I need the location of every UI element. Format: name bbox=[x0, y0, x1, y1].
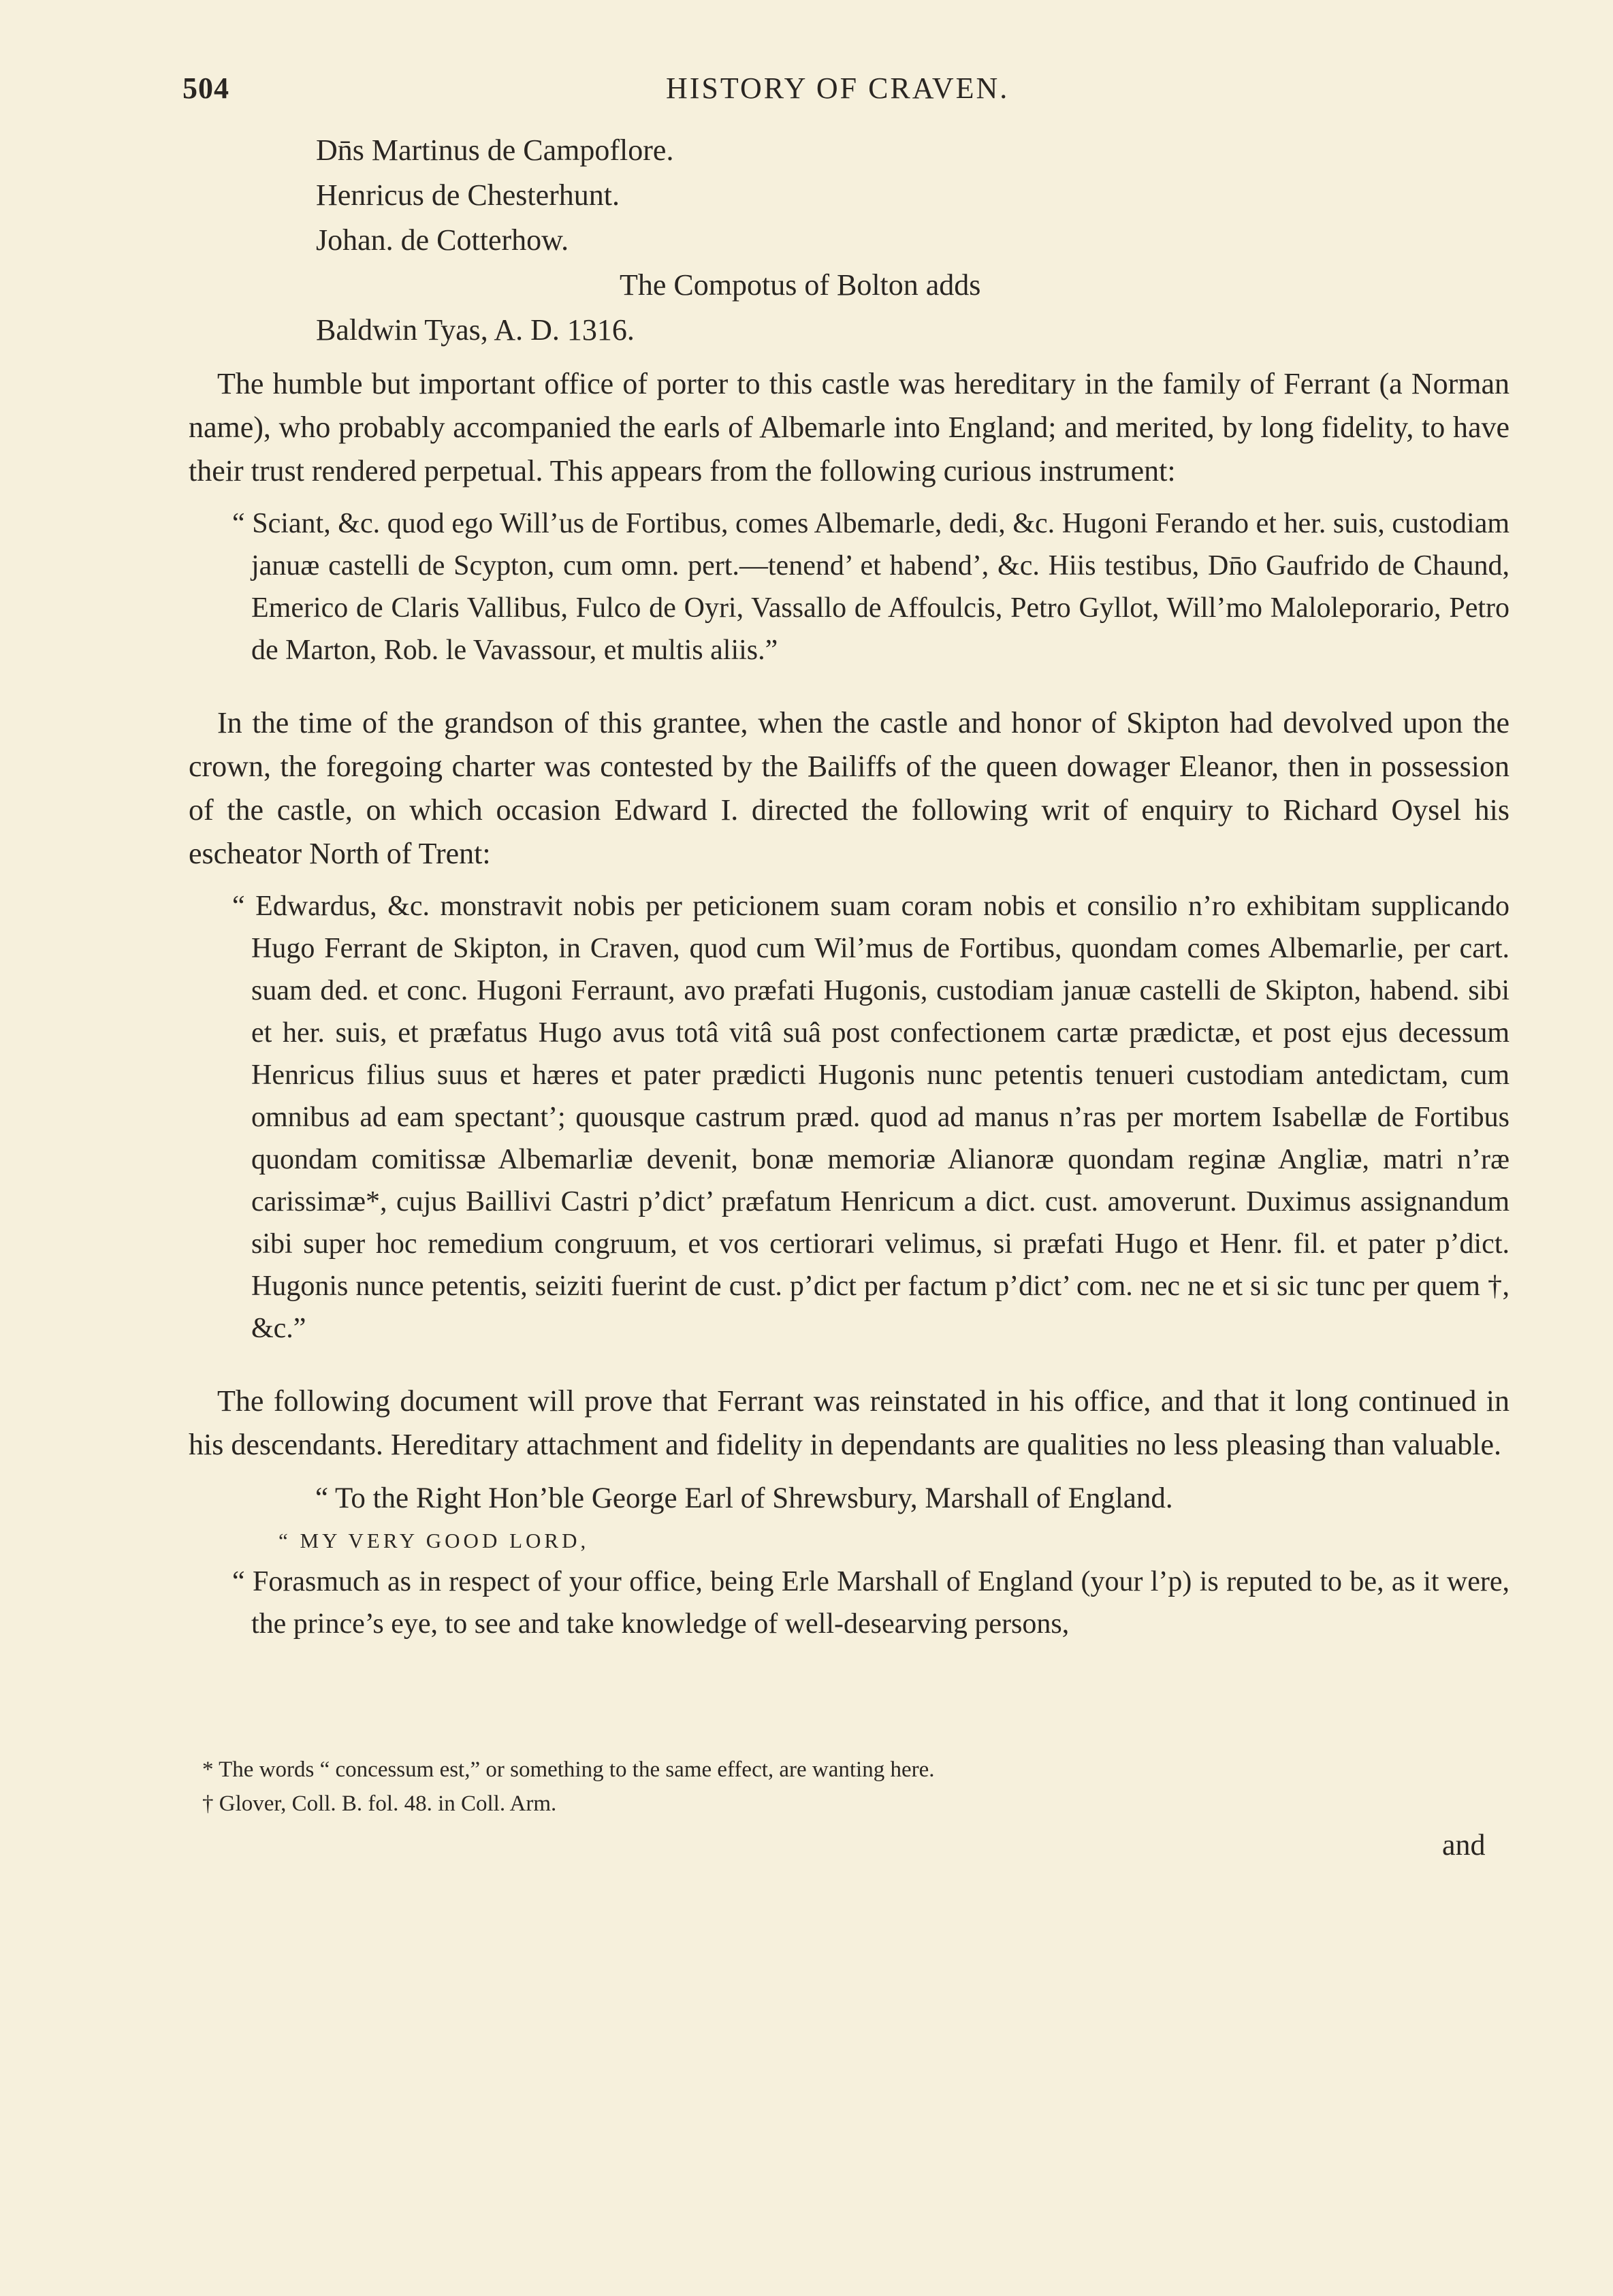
quote-edwardus: “ Edwardus, &c. monstravit nobis per peticionem suam coram nobis et consilio n’ro exhibitam supplicando Hugo Ferrant de Skipton, in Craven, quod cum Wil’mus de Fortibus, quondam comes Albemarlie, per cart. suam ded. et conc. Hugoni Ferraunt, avo præfati Hugonis, custodiam januæ castelli de Skipton, habend. sibi et her. suis, et præfatus Hugo avus totâ vitâ suâ post confectionem cartæ prædictæ, et post ejus decessum Henricus filius suus et hæres et pater prædicti Hugonis nunc petentis tenueri custodiam antedictam, cum omnibus ad eam spectant’; quousque castrum præd. quod ad manus n’ras per mortem Isabellæ de Fortibus quondam comitissæ Albemarliæ devenit, bonæ memoriæ Alianoræ quondam reginæ Angliæ, matri n’ræ carissimæ*, cujus Baillivi Castri p’dict’ præfatum Henricum a dict. cust. amoverunt. Duximus assignandum sibi super hoc remedium congruum, et vos certiorari velimus, si præfati Hugo et Henr. fil. et pater p’dict. Hugonis nunce petentis, seiziti fuerint de cust. p’dict per factum p’dict’ com. nec ne et si sic tunc per quem †, &c.” bbox=[232, 891, 1510, 1344]
list-line-martinus: Dn̄s Martinus de Campoflore. bbox=[316, 133, 674, 167]
page-body bbox=[189, 128, 1510, 1645]
paragraph-following: The following document will prove that Ferrant was reinstated in his office, and that it long continued in his descendants. Hereditary attachment and fidelity in dependants are qualities no less pleasing than valuable. bbox=[189, 1384, 1510, 1461]
list-line-henricus: Henricus de Chesterhunt. bbox=[316, 178, 620, 212]
footnotes bbox=[202, 1753, 1496, 1821]
page-header bbox=[182, 71, 1435, 112]
paragraph-porter: The humble but important office of porter to this castle was hereditary in the family of Ferrant (a Norman name), who probably accompanied the earls of Albemarle into England; and merited, by long fidelity, to have their trust rendered perpetual. This appears from the following curious instrument: bbox=[189, 367, 1510, 488]
quote-sciant: “ Sciant, &c. quod ego Will’us de Fortibus, comes Albemarle, dedi, &c. Hugoni Ferando et her. suis, custodiam januæ castelli de Scypton, cum omn. pert.—tenend’ et habend’, &c. Hiis testibus, Dn̄o Gaufrido de Chaund, Emerico de Claris Vallibus, Fulco de Oyri, Vassallo de Affoulcis, Petro Gyllot, Will’mo Maloleporario, Petro de Marton, Rob. le Vavassour, et multis aliis.” bbox=[232, 508, 1510, 666]
quote-forasmuch: “ Forasmuch as in respect of your office, being Erle Marshall of England (your l’p) is reputed to be, as it were, the prince’s eye, to see and take knowledge of well-desearving persons, bbox=[232, 1566, 1510, 1640]
compotus-line: The Compotus of Bolton adds bbox=[620, 268, 981, 302]
page-number: 504 bbox=[182, 71, 229, 105]
paragraph-grandson: In the time of the grandson of this grantee, when the castle and honor of Skipton had devolved upon the crown, the foregoing charter was contested by the Bailiffs of the queen dowager Eleanor, then in possession of the castle, on which occasion Edward I. directed the following writ of enquiry to Richard Oysel his escheator North of Trent: bbox=[189, 706, 1510, 870]
running-head: HISTORY OF CRAVEN. bbox=[666, 71, 1010, 105]
letter-address: “ To the Right Hon’ble George Earl of Shrewsbury, Marshall of England. bbox=[315, 1482, 1173, 1514]
catchword: and bbox=[1442, 1828, 1486, 1862]
list-line-johan: Johan. de Cotterhow. bbox=[316, 223, 569, 257]
footnote-asterisk: * The words “ concessum est,” or something to the same effect, are wanting here. bbox=[202, 1757, 935, 1782]
footnote-dagger: † Glover, Coll. B. fol. 48. in Coll. Arm. bbox=[202, 1791, 557, 1816]
baldwin-line: Baldwin Tyas, A. D. 1316. bbox=[316, 313, 635, 347]
letter-salutation: “ MY VERY GOOD LORD, bbox=[278, 1529, 590, 1552]
